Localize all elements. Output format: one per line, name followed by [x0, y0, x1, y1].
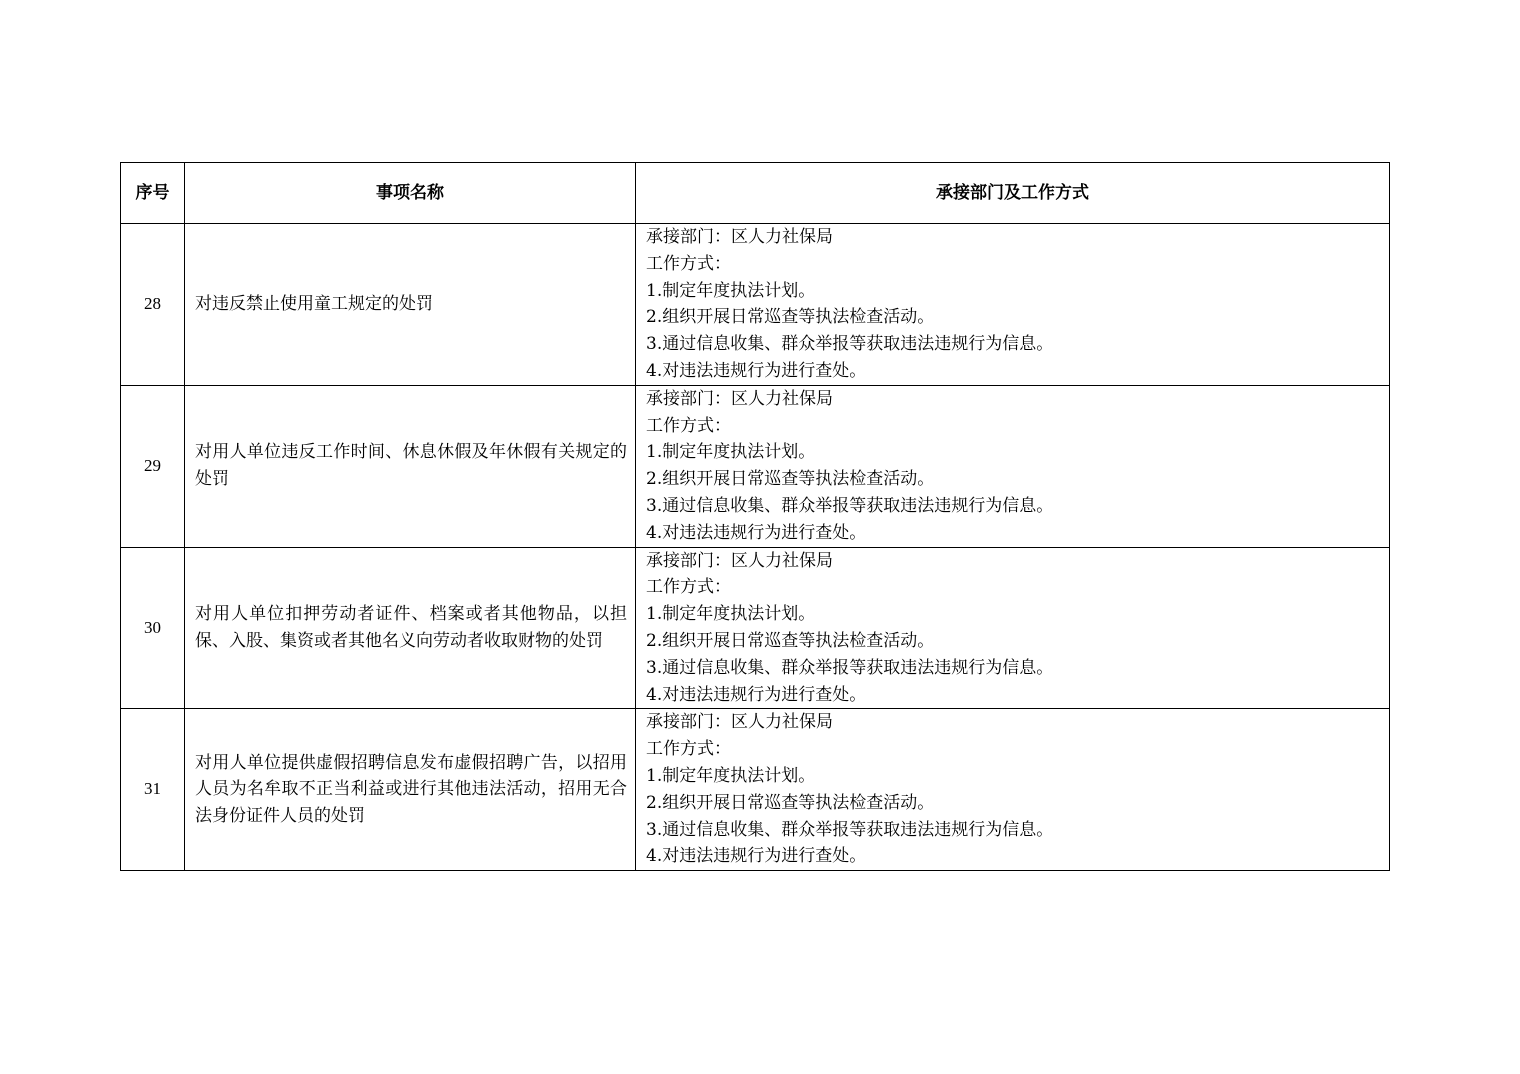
- row-item-name: 对用人单位违反工作时间、休息休假及年休假有关规定的处罚: [185, 385, 636, 547]
- method-label-line: 工作方式：: [646, 577, 731, 598]
- method-step-line: 1.制定年度执法计划。: [646, 765, 816, 786]
- row-serial-number: 31: [121, 709, 185, 871]
- row-item-name: 对用人单位提供虚假招聘信息发布虚假招聘广告，以招用人员为名牟取不正当利益或进行其他违法活动，招用无合法身份证件人员的处罚: [185, 709, 636, 871]
- method-step-line: 4.对违法违规行为进行查处。: [646, 684, 867, 705]
- department-line: 承接部门：区人力社保局: [646, 388, 833, 409]
- row-item-name: 对用人单位扣押劳动者证件、档案或者其他物品，以担保、入股、集资或者其他名义向劳动者收取财物的处罚: [185, 547, 636, 709]
- table-header-row: [121, 163, 1390, 224]
- table-row: [121, 385, 1390, 547]
- department-line: 承接部门：区人力社保局: [646, 550, 833, 571]
- method-step-line: 2.组织开展日常巡查等执法检查活动。: [646, 469, 935, 490]
- method-step-line: 3.通过信息收集、群众举报等获取违法违规行为信息。: [646, 334, 1054, 355]
- table-row: [121, 224, 1390, 386]
- header-serial-number: 序号: [121, 163, 185, 224]
- row-department-method: [636, 224, 1390, 386]
- method-step-line: 3.通过信息收集、群众举报等获取违法违规行为信息。: [646, 495, 1054, 516]
- method-step-line: 3.通过信息收集、群众举报等获取违法违规行为信息。: [646, 657, 1054, 678]
- method-label-line: 工作方式：: [646, 415, 731, 436]
- header-department-method: 承接部门及工作方式: [636, 163, 1390, 224]
- method-step-line: 1.制定年度执法计划。: [646, 604, 816, 625]
- department-line: 承接部门：区人力社保局: [646, 227, 833, 247]
- table-row: [121, 547, 1390, 709]
- method-step-line: 1.制定年度执法计划。: [646, 442, 816, 463]
- method-step-line: 2.组织开展日常巡查等执法检查活动。: [646, 792, 935, 813]
- table-row: [121, 709, 1390, 871]
- method-label-line: 工作方式：: [646, 739, 731, 760]
- method-step-line: 4.对违法违规行为进行查处。: [646, 360, 867, 381]
- row-serial-number: 28: [121, 224, 185, 386]
- method-step-line: 1.制定年度执法计划。: [646, 280, 816, 301]
- department-line: 承接部门：区人力社保局: [646, 712, 833, 733]
- method-step-line: 3.通过信息收集、群众举报等获取违法违规行为信息。: [646, 819, 1054, 840]
- method-step-line: 4.对违法违规行为进行查处。: [646, 522, 867, 543]
- row-serial-number: 30: [121, 547, 185, 709]
- items-table: [120, 162, 1390, 871]
- row-department-method: [636, 709, 1390, 871]
- row-department-method: [636, 547, 1390, 709]
- method-step-line: 2.组织开展日常巡查等执法检查活动。: [646, 630, 935, 651]
- method-label-line: 工作方式：: [646, 253, 731, 274]
- row-serial-number: 29: [121, 385, 185, 547]
- row-item-name: 对违反禁止使用童工规定的处罚: [185, 224, 636, 386]
- header-item-name: 事项名称: [185, 163, 636, 224]
- method-step-line: 4.对违法违规行为进行查处。: [646, 846, 867, 867]
- method-step-line: 2.组织开展日常巡查等执法检查活动。: [646, 307, 935, 328]
- row-department-method: [636, 385, 1390, 547]
